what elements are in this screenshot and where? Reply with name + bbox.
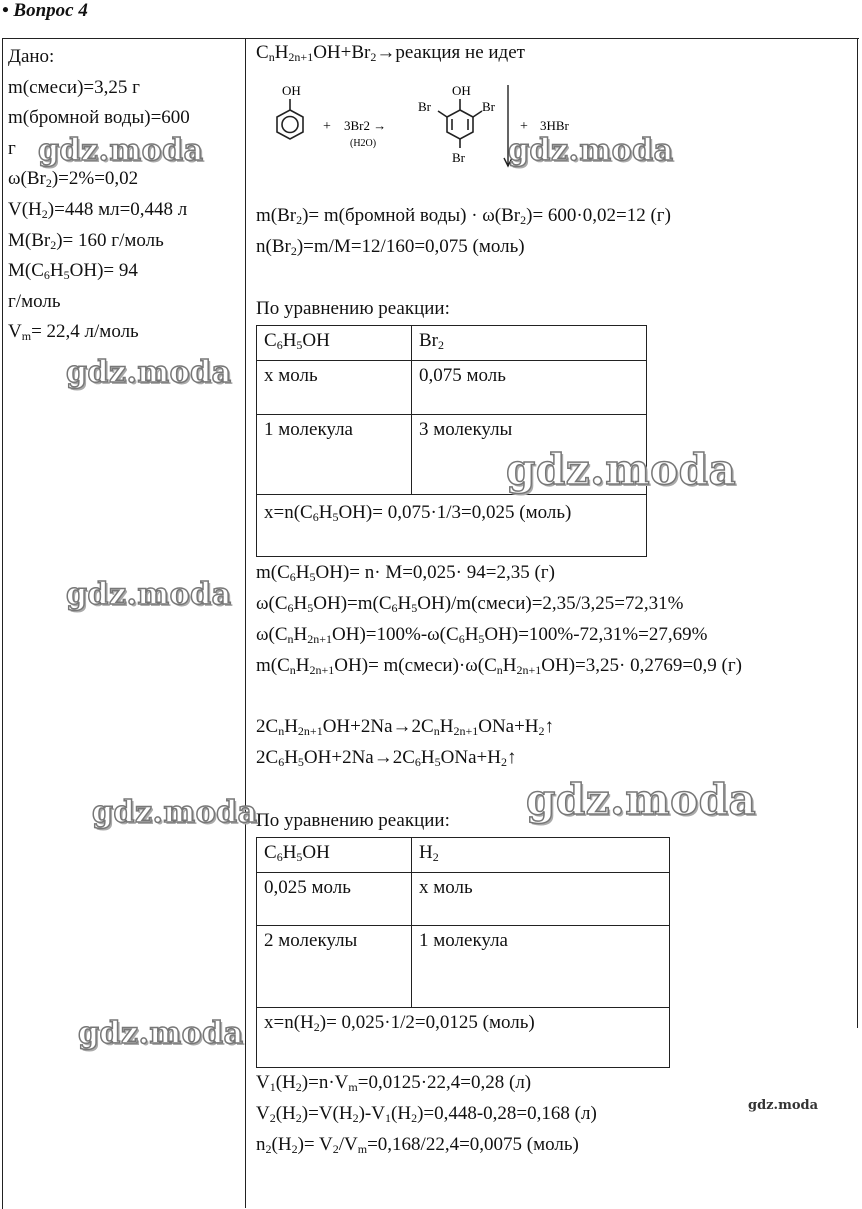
phenol-ring xyxy=(277,99,303,139)
calc-mass-alcohol: $m(C_nH_{2n+1}OH)=$ $m(смеси)\cdot\omega(C_nH_{2n+1}OH)=3,25\cdot 0,2769=0,9$ (г) xyxy=(256,655,743,677)
table2-cell-phenol-coeff: 2 молекулы xyxy=(257,926,412,1008)
calc-volume-h2-phenol: $V_1(H_2)=n\cdot V_m=0,0125\cdot 22,4=0,28$ (л) xyxy=(256,1072,532,1094)
table1-result: $x=n(C_6H_5OH)= 0,075\cdot 1/3=0,025$ (моль) xyxy=(257,495,647,557)
question-heading: • Вопрос 4 xyxy=(2,0,88,21)
product-br-bottom: Br xyxy=(452,150,465,165)
calc-moles-h2-alcohol: $n_2(H_2)= V_2/V_m=0,168/22,4=0,0075$ (моль) xyxy=(256,1134,579,1156)
table2-cell-x-mol: х моль xyxy=(412,873,670,926)
product-oh-label: OH xyxy=(452,83,471,98)
watermark-1: gdz.moda xyxy=(38,133,204,168)
calc-volume-h2-alcohol: $V_2(H_2)=V(H_2)-V_1(H_2)=0,448-0,28=0,168$ (л) xyxy=(256,1103,597,1125)
table2-result: $x=n(H_2)= 0,025\cdot 1/2=0,0125$ (моль) xyxy=(257,1008,670,1068)
scheme-plus-2: + xyxy=(520,119,528,134)
scheme-condition: (H2O) xyxy=(350,138,377,149)
ratio-table-br2 xyxy=(256,325,647,557)
by-equation-label-2: По уравнению реакции: xyxy=(256,810,450,831)
watermark-8: gdz.moda xyxy=(78,1016,244,1051)
table1-header-phenol: $C_6H_5OH$ xyxy=(257,326,412,361)
phenol-oh-label: OH xyxy=(282,83,301,98)
product-br-left: Br xyxy=(418,99,431,114)
table1-cell-phenol-coeff: 1 молекула xyxy=(257,415,412,495)
table1-cell-br2-mol: 0,075 моль xyxy=(412,361,647,415)
watermark-3: gdz.moda xyxy=(66,355,232,390)
table1-cell-x-mol: х моль xyxy=(257,361,412,415)
table2-cell-phenol-mol: 0,025 моль xyxy=(257,873,412,926)
table2-header-h2: $H_2$ xyxy=(412,838,670,873)
table2-cell-h2-coeff: 1 молекула xyxy=(412,926,670,1008)
watermark-7: gdz.moda xyxy=(92,795,258,830)
given-volume-h2: $V(H_2)=448$ мл=0,448 л xyxy=(8,198,188,221)
scheme-product-hbr: 3HBr xyxy=(540,118,569,133)
ratio-table-h2 xyxy=(256,837,670,1068)
given-molar-volume: $V_m= 22,4$ л/моль xyxy=(8,321,139,344)
watermark-4: gdz.moda xyxy=(506,445,737,494)
watermark-5: gdz.moda xyxy=(66,577,232,612)
eq-alcohol-bromine: $C_nH_{2n+1}OH+Br_2\to реакция$ не идет xyxy=(256,42,525,64)
table2-header-phenol: $C_6H_5OH$ xyxy=(257,838,412,873)
by-equation-label-1: По уравнению реакции: xyxy=(256,298,450,319)
column-divider xyxy=(245,38,246,1208)
given-mass-bromine-water: m(бромной воды)=600 xyxy=(8,107,190,129)
eq-alcohol-sodium: $2C_nH_{2n+1}OH+2Na\to 2C_nH_{2n+1}ONa+H_2↑$ xyxy=(256,716,555,738)
given-molar-mass-phenol-unit: г/моль xyxy=(8,290,61,312)
product-br-right: Br xyxy=(482,99,495,114)
frame-right-border xyxy=(857,38,858,1028)
table1-header-br2: $Br_2$ xyxy=(412,326,647,361)
given-mass-bromine-water-unit: г xyxy=(8,137,16,159)
calc-moles-br2: $n(Br_2)=m/M=12/160=0,075$ (моль) xyxy=(256,236,525,258)
tribromophenol-ring xyxy=(438,99,482,148)
given-title: Дано: xyxy=(8,46,55,67)
calc-mass-br2: $m(Br_2)=$ m(бромной воды) · $\omega(Br_2)= 600\cdot 0,02=12$ (г) xyxy=(256,205,671,227)
watermark-2: gdz.moda xyxy=(508,133,674,168)
given-fraction-br2: $\omega(Br_2)=2\%=0,02$ xyxy=(8,168,139,191)
scheme-plus-1: + xyxy=(323,119,331,134)
given-molar-mass-phenol: $M(C_6H_5OH)= 94$ xyxy=(8,260,138,283)
calc-fraction-alcohol: $\omega(C_nH_{2n+1}OH)=100\%-\omega(C_6H_5OH)=100\%-72,31\%=27,69\%$ xyxy=(256,624,708,646)
eq-phenol-sodium: $2C_6H_5OH+2Na\to 2C_6H_5ONa+H_2↑$ xyxy=(256,747,517,769)
given-mass-mixture: m(смеси)=3,25 г xyxy=(8,76,140,98)
watermark-small: gdz.moda xyxy=(748,1098,819,1113)
scheme-reagent: 3Br2 → xyxy=(344,118,387,133)
given-column xyxy=(8,42,242,348)
watermark-6: gdz.moda xyxy=(526,775,757,824)
calc-fraction-phenol: $\omega(C_6H_5OH)=m(C_6H_5OH)/m(смеси)=2,35/3,25=72,31\%$ xyxy=(256,593,684,615)
given-molar-mass-br2: $M(Br_2)= 160$ г/моль xyxy=(8,229,164,252)
calc-mass-phenol: $m(C_6H_5OH)= n\cdot M=0,025\cdot 94=2,35$ (г) xyxy=(256,562,555,584)
table1-cell-br2-coeff: 3 молекулы xyxy=(412,415,647,495)
